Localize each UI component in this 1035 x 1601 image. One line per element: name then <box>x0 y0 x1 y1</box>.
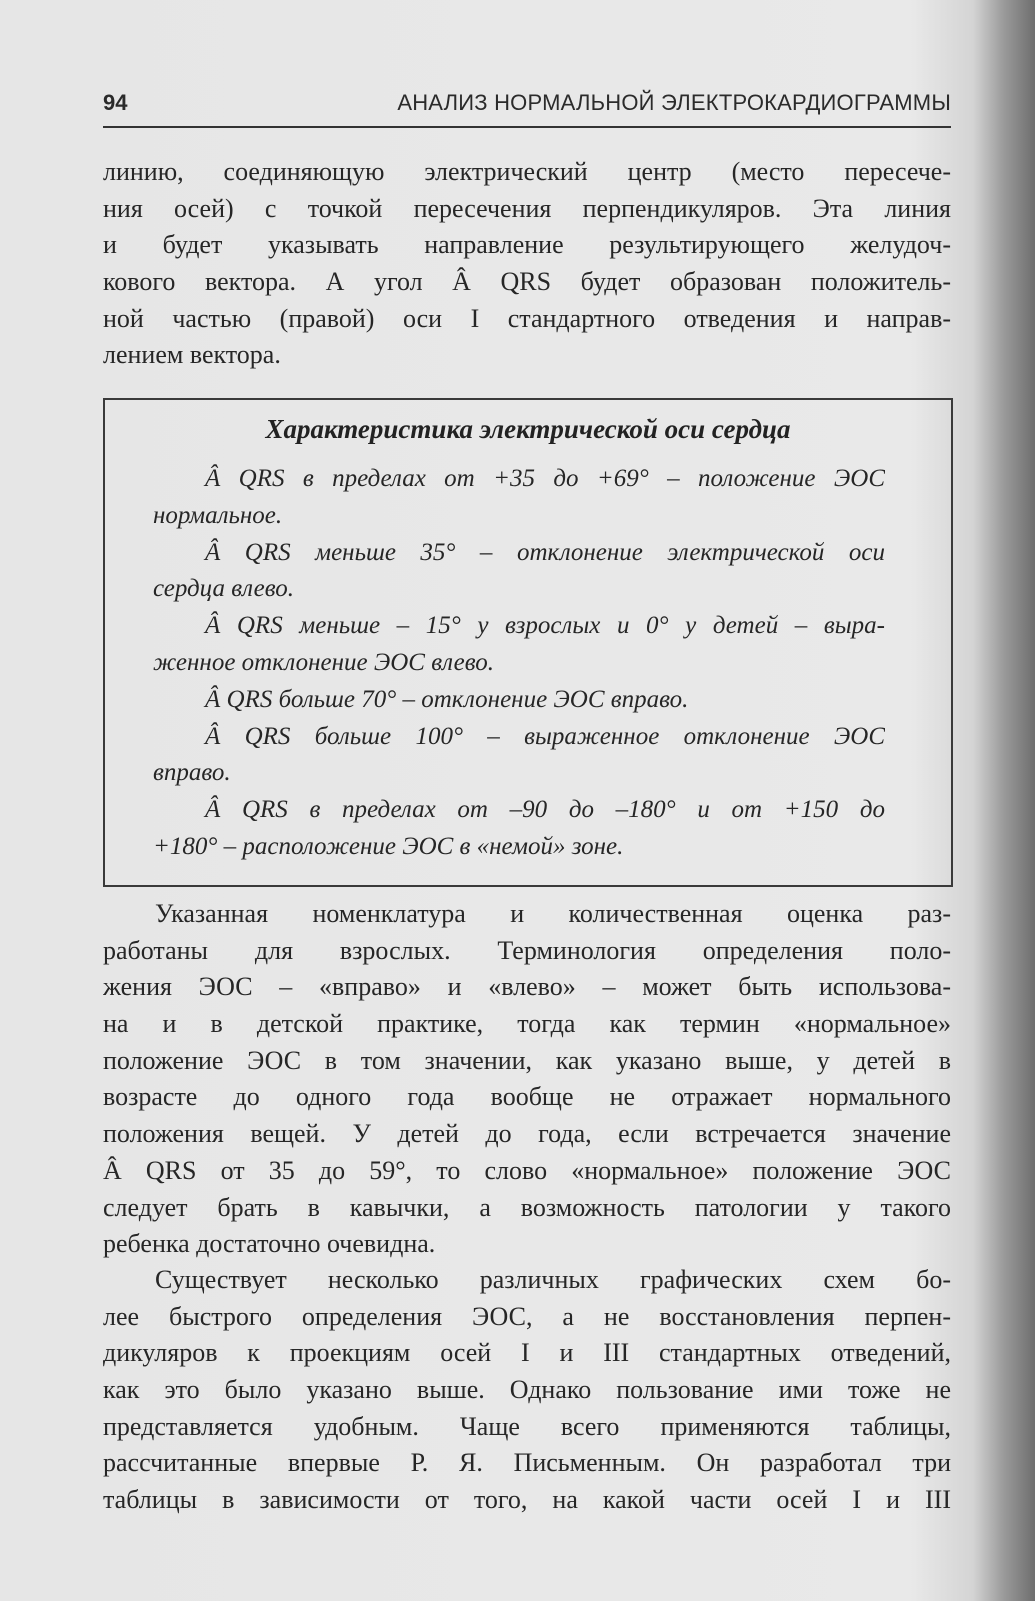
box-line: Â QRS больше 100° – выраженное отклонение ЭОС <box>205 722 885 750</box>
text-line: положение ЭОС в том значении, как указано выше, у детей в <box>103 1045 951 1075</box>
text-line: линию, соединяющую электрический центр (место пересече- <box>103 157 951 186</box>
info-box <box>103 398 953 887</box>
info-box-content <box>153 461 885 866</box>
text-line: работаны для взрослых. Терминология определения поло- <box>103 935 951 965</box>
box-line: Â QRS в пределах от +35 до +69° – положение ЭОС <box>205 465 885 492</box>
box-line: Â QRS меньше – 15° у взрослых и 0° у детей – выра- <box>205 612 885 640</box>
text-line: лее быстрого определения ЭОС, а не восстановления перпен- <box>103 1301 951 1331</box>
text-line: ной частью (правой) оси I стандартного отведения и направ- <box>103 303 951 333</box>
text-line: дикуляров к проекциям осей I и III стандартных отведений, <box>103 1338 951 1368</box>
box-line: Â QRS в пределах от –90 до –180° и от +150 до <box>205 796 885 824</box>
text-line: как это было указано выше. Однако пользование ими тоже не <box>103 1375 951 1405</box>
box-line: Â QRS больше 70° – отклонение ЭОС вправо. <box>205 685 689 713</box>
text-line: возрасте до одного года вообще не отражает нормального <box>103 1082 951 1112</box>
box-line: сердца влево. <box>153 575 294 603</box>
text-line: следует брать в кавычки, а возможность патологии у такого <box>103 1192 951 1222</box>
box-line: +180° – расположение ЭОС в «немой» зоне. <box>153 832 624 860</box>
paragraph-top <box>103 154 951 374</box>
text-line: представляется удобным. Чаще всего применяются таблицы, <box>103 1411 951 1441</box>
page-header <box>103 86 951 128</box>
text-line: рассчитанные впервые Р. Я. Письменным. Он разработал три <box>103 1448 951 1478</box>
text-line: на и в детской практике, тогда как термин «нормальное» <box>103 1009 951 1039</box>
text-line: лением вектора. <box>103 340 281 370</box>
running-title: АНАЛИЗ НОРМАЛЬНОЙ ЭЛЕКТРОКАРДИОГРАММЫ <box>397 90 951 115</box>
text-line: Â QRS от 35 до 59°, то слово «нормальное» положение ЭОС <box>103 1155 951 1185</box>
page-number: 94 <box>103 90 128 115</box>
box-line: нормальное. <box>153 501 283 529</box>
text-line: Существует несколько различных графических схем бо- <box>155 1265 951 1294</box>
text-line: положения вещей. У детей до года, если встречается значение <box>103 1119 951 1149</box>
text-line: и будет указывать направление результирующего желудоч- <box>103 230 951 260</box>
paragraph-middle <box>103 896 951 1263</box>
box-line: женное отклонение ЭОС влево. <box>153 648 494 676</box>
text-line: кового вектора. А угол Â QRS будет образован положитель- <box>103 267 951 297</box>
text-line: жения ЭОС – «вправо» и «влево» – может быть использова- <box>103 972 951 1002</box>
info-box-title: Характеристика электрической оси сердца <box>265 414 791 444</box>
text-line: ребенка достаточно очевидна. <box>103 1229 436 1259</box>
box-line: вправо. <box>153 759 231 787</box>
box-line: Â QRS меньше 35° – отклонение электрической оси <box>205 538 885 566</box>
text-line: Указанная номенклатура и количественная оценка раз- <box>155 899 951 928</box>
text-line: ния осей) с точкой пересечения перпендикуляров. Эта линия <box>103 193 951 223</box>
paragraph-bottom <box>103 1262 951 1519</box>
text-line: таблицы в зависимости от того, на какой части осей I и III <box>103 1485 951 1515</box>
